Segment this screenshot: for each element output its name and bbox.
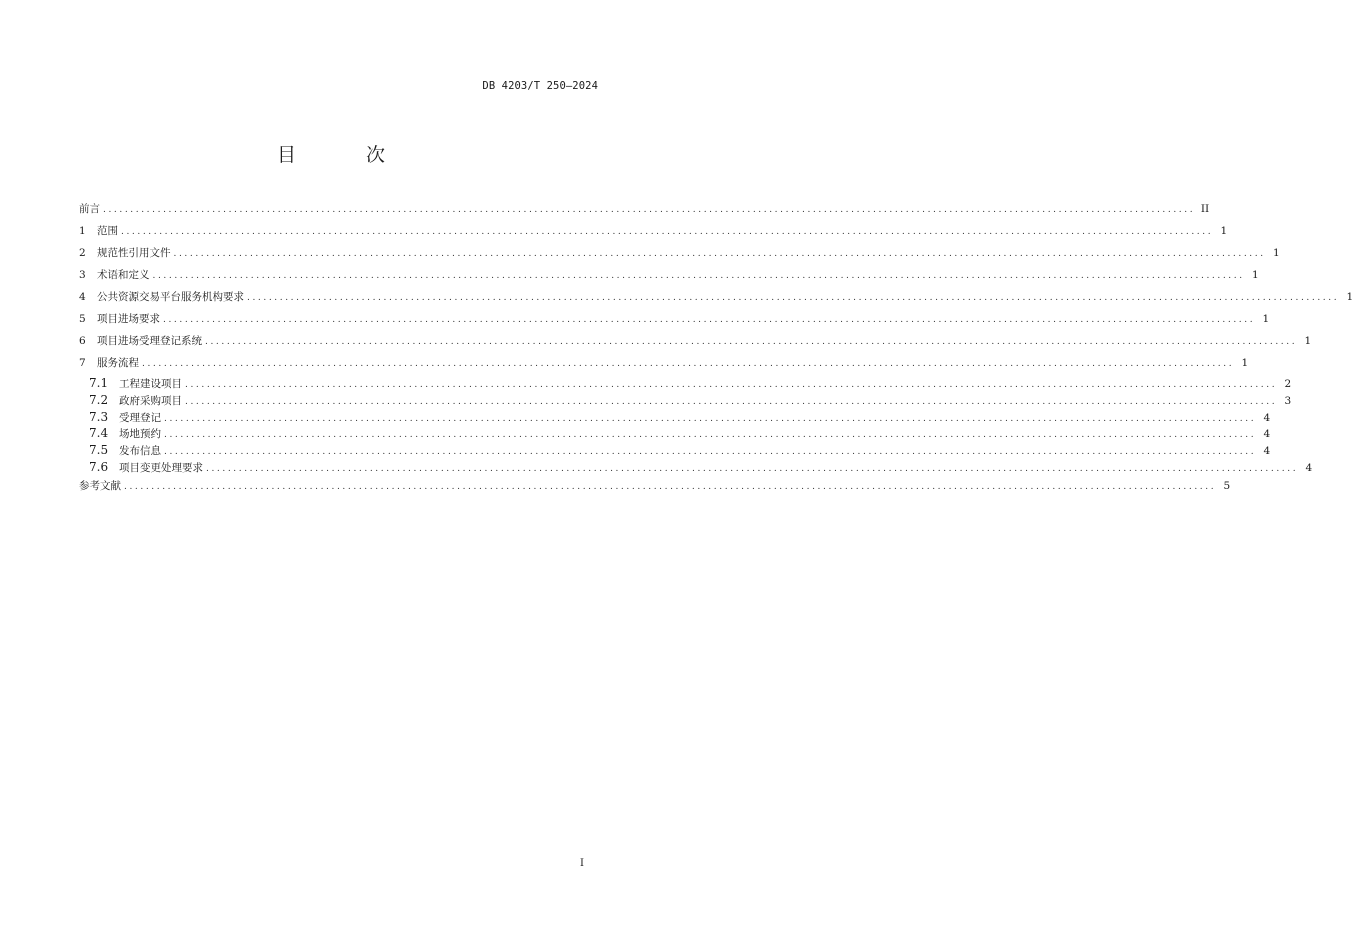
toc-entry-page: II <box>1200 203 1210 215</box>
toc-leader-dots: ........................................................................................................................................................................................................ <box>142 359 1235 369</box>
toc-entry-number: 2 <box>79 247 86 259</box>
toc-entry-label: 术语和定义 <box>97 269 150 281</box>
toc-entry-label: 前言 <box>79 203 100 215</box>
toc-entry-page: 4 <box>1263 411 1271 424</box>
toc-entry-page: 1 <box>1251 269 1259 281</box>
toc-entry-number: 7.4 <box>89 426 109 441</box>
toc-entry-number: 5 <box>79 313 86 325</box>
toc-entry-number: 4 <box>79 291 86 303</box>
toc-leader-dots: ........................................................................................................................................................................................................ <box>163 315 1256 325</box>
toc-entry-number: 7.3 <box>89 409 109 424</box>
toc-entry-page: 1 <box>1262 313 1270 325</box>
toc-leader-dots: ........................................................................................................................................................................................................ <box>185 396 1278 407</box>
toc-entry-label: 服务流程 <box>97 357 139 369</box>
toc-entry-number: 6 <box>79 335 86 347</box>
toc-entry-number: 7.5 <box>89 443 109 458</box>
toc-entry-page: 1 <box>1241 357 1249 369</box>
toc-leader-dots: ........................................................................................................................................................................................................ <box>152 271 1245 281</box>
toc-entry-number: 7.2 <box>89 392 109 407</box>
toc-entry-number: 7.6 <box>89 459 109 474</box>
toc-entry-label: 项目变更处理要求 <box>119 461 203 474</box>
toc-entry-number: 3 <box>79 269 86 281</box>
toc-entry-7-1[interactable] <box>79 376 1292 393</box>
toc-entry-number: 7.1 <box>89 376 109 390</box>
toc-entry-7-4[interactable] <box>79 426 1271 443</box>
toc-entry-page: 5 <box>1223 479 1231 492</box>
toc-entry-page: 1 <box>1272 247 1280 259</box>
toc-entry-2[interactable] <box>79 246 1280 268</box>
toc-entry-page: 3 <box>1284 394 1292 407</box>
toc-entry-7[interactable] <box>79 356 1249 376</box>
toc-leader-dots: ........................................................................................................................................................................................................ <box>185 380 1278 390</box>
toc-entry-references[interactable] <box>79 479 1231 501</box>
toc-entry-page: 1 <box>1346 291 1353 303</box>
toc-entry-page: 2 <box>1284 378 1292 390</box>
toc-entry-label: 范围 <box>97 225 118 237</box>
standard-code: DB 4203/T 250—2024 <box>482 80 598 92</box>
toc-entry-page: 4 <box>1305 461 1313 474</box>
toc-leader-dots: ........................................................................................................................................................................................................ <box>124 481 1217 492</box>
page-number: I <box>580 858 584 869</box>
toc-leader-dots: ........................................................................................................................................................................................................ <box>164 447 1257 458</box>
toc-entry-label: 政府采购项目 <box>119 394 182 407</box>
toc-entry-3[interactable] <box>79 268 1259 290</box>
toc-leader-dots: ........................................................................................................................................................................................................ <box>205 337 1298 347</box>
toc-leader-dots: ........................................................................................................................................................................................................ <box>121 227 1214 237</box>
toc-entry-4[interactable] <box>79 290 1353 312</box>
page-title: 目 次 <box>276 144 418 166</box>
toc-entry-foreword[interactable] <box>79 202 1210 224</box>
toc-entry-page: 1 <box>1304 335 1312 347</box>
toc-entry-label: 场地预约 <box>119 428 161 441</box>
toc-entry-7-5[interactable] <box>79 443 1271 460</box>
toc-entry-page: 4 <box>1263 445 1271 458</box>
toc-leader-dots: ........................................................................................................................................................................................................ <box>206 463 1299 474</box>
toc-leader-dots: ........................................................................................................................................................................................................ <box>164 430 1257 441</box>
toc-entry-5[interactable] <box>79 312 1270 334</box>
toc-leader-dots: ........................................................................................................................................................................................................ <box>247 293 1340 303</box>
table-of-contents <box>79 202 1353 501</box>
toc-entry-label: 发布信息 <box>119 445 161 458</box>
toc-entry-6[interactable] <box>79 334 1312 356</box>
toc-entry-label: 规范性引用文件 <box>97 247 171 259</box>
toc-entry-number: 7 <box>79 357 86 369</box>
toc-entry-label: 受理登记 <box>119 411 161 424</box>
toc-leader-dots: ........................................................................................................................................................................................................ <box>103 205 1196 215</box>
toc-entry-7-3[interactable] <box>79 409 1271 427</box>
toc-entry-page: 1 <box>1220 225 1228 237</box>
toc-entry-7-2[interactable] <box>79 392 1292 410</box>
toc-entry-page: 4 <box>1263 428 1271 441</box>
toc-entry-7-6[interactable] <box>79 459 1313 479</box>
toc-leader-dots: ........................................................................................................................................................................................................ <box>164 413 1257 424</box>
toc-entry-number: 1 <box>79 225 86 237</box>
toc-entry-label: 项目进场要求 <box>97 313 160 325</box>
toc-leader-dots: ........................................................................................................................................................................................................ <box>173 249 1266 259</box>
toc-entry-label: 工程建设项目 <box>119 378 182 390</box>
toc-entry-label: 参考文献 <box>79 479 121 492</box>
toc-entry-label: 公共资源交易平台服务机构要求 <box>97 291 244 303</box>
toc-entry-1[interactable] <box>79 224 1228 246</box>
toc-entry-label: 项目进场受理登记系统 <box>97 335 202 347</box>
